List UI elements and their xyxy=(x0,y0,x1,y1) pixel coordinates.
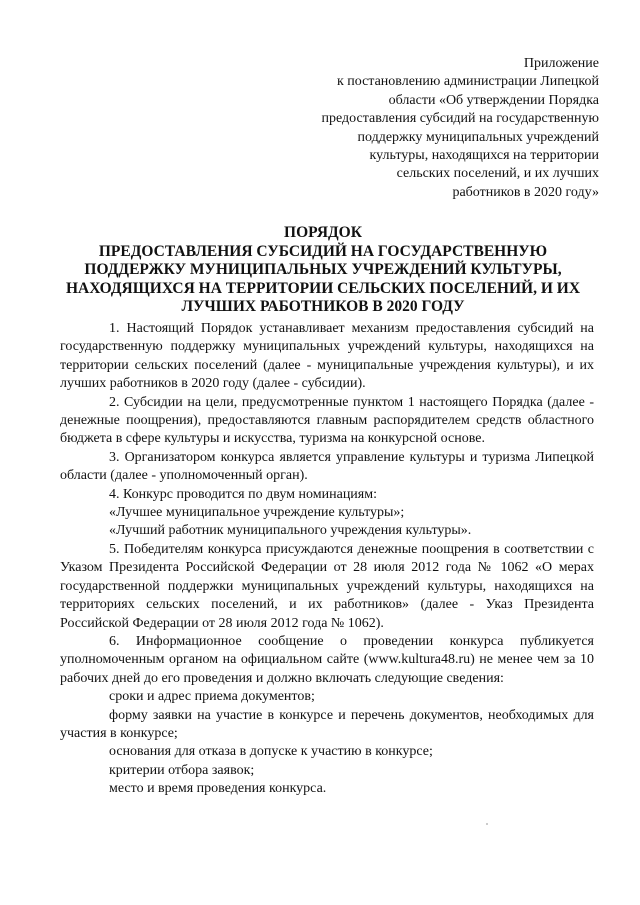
appendix-line: Приложение xyxy=(523,56,599,71)
appendix-line: сельских поселений, и их лучших xyxy=(396,166,599,182)
appendix-line: к постановлению администрации Липецкой xyxy=(336,74,599,90)
title-line: ПОРЯДОК xyxy=(284,224,362,241)
appendix-line: культуры, находящихся на территории xyxy=(369,148,599,164)
paragraph: 3. Организатором конкурса является управление культуры и туризма Липецкой области (далее - уполномоченный орган). xyxy=(60,449,594,484)
appendix-line: работников в 2020 году» xyxy=(452,184,599,200)
scan-speck xyxy=(486,823,488,825)
appendix-line: поддержку муниципальных учреждений xyxy=(357,129,599,145)
title-line: ПРЕДОСТАВЛЕНИЯ СУБСИДИЙ НА ГОСУДАРСТВЕННУЮ xyxy=(98,242,548,260)
paragraph: «Лучшее муниципальное учреждение культуры»; xyxy=(109,505,405,521)
paragraph: основания для отказа в допуске к участию в конкурсе; xyxy=(109,744,433,760)
appendix-header xyxy=(269,55,599,202)
title-line: ЛУЧШИХ РАБОТНИКОВ В 2020 ГОДУ xyxy=(181,298,465,315)
paragraph: 6. Информационное сообщение о проведении конкурса публикуется уполномоченным органом на официальном сайте (www.kultura48.ru) не менее чем за 10 рабочих дней до его проведения и должно включать следующие сведения: xyxy=(60,633,594,686)
paragraph: 2. Субсидии на цели, предусмотренные пунктом 1 настоящего Порядка (далее - денежные поощрения), предоставляются главным распорядителем средств областного бюджета в сфере культуры и искусства, туризма на конкурсной основе. xyxy=(60,394,594,447)
paragraph: 5. Победителям конкурса присуждаются денежные поощрения в соответствии с Указом Президента Российской Федерации от 28 июля 2012 года № 1062 «О мерах государственной поддержки муниципальных учреждений культуры, находящихся на территориях сельских поселений, и их работников» (далее - Указ Президента Российской Федерации от 28 июля 2012 года № 1062). xyxy=(60,541,594,631)
appendix-line: предоставления субсидий на государственную xyxy=(321,111,599,127)
paragraph: критерии отбора заявок; xyxy=(109,762,255,778)
paragraph: форму заявки на участие в конкурсе и перечень документов, необходимых для участия в конкурсе; xyxy=(60,707,594,741)
paragraph: сроки и адрес приема документов; xyxy=(109,689,315,705)
paragraph: 1. Настоящий Порядок устанавливает механизм предоставления субсидий на государственную поддержку муниципальных учреждений культуры, находящихся на территории сельских поселений (далее - муниципальные учреждения культуры), и их лучших работников в 2020 году (далее - субсидии). xyxy=(60,321,594,392)
paragraph: «Лучший работник муниципального учреждения культуры». xyxy=(109,523,472,539)
title-line: ПОДДЕРЖКУ МУНИЦИПАЛЬНЫХ УЧРЕЖДЕНИЙ КУЛЬТУРЫ, xyxy=(84,261,562,278)
document-title xyxy=(60,224,586,317)
document-body xyxy=(60,320,594,799)
appendix-line: области «Об утверждении Порядка xyxy=(388,92,599,108)
paragraph: место и время проведения конкурса. xyxy=(109,781,327,797)
paragraph: 4. Конкурс проводится по двум номинациям: xyxy=(109,486,377,502)
title-line: НАХОДЯЩИХСЯ НА ТЕРРИТОРИИ СЕЛЬСКИХ ПОСЕЛЕНИЙ, И ИХ xyxy=(65,279,581,297)
